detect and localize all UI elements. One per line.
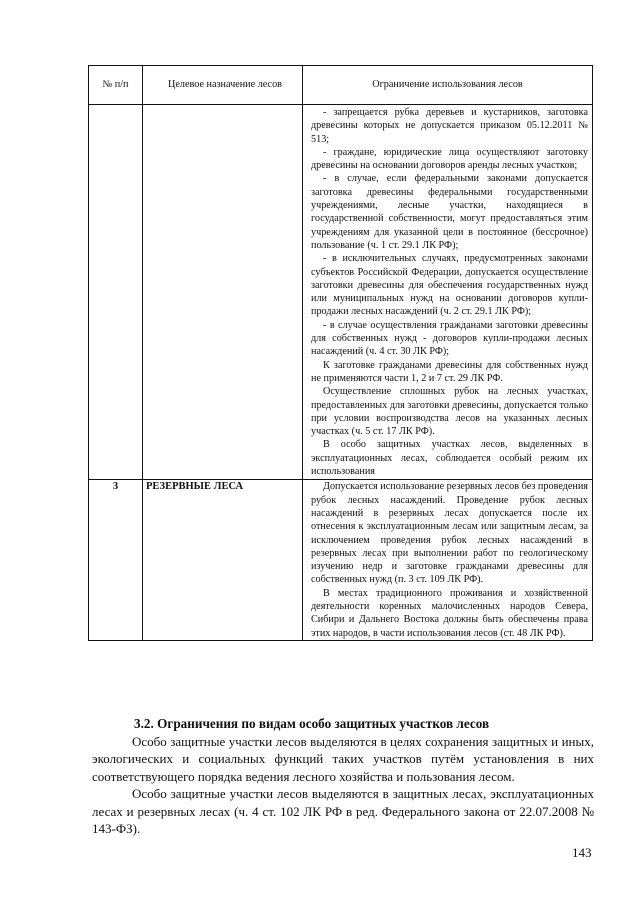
limitation-paragraph: - в исключительных случаях, предусмотренных законами субъектов Российской Федерации, допускается осуществление заготовки древесины для обеспечения государственных нужд или муниципальных нужд на основании договоров купли-продажи лесных насаждений (ч. 2 ст. 29.1 ЛК РФ); [311,253,588,318]
cell-limitations [303,480,593,641]
limitation-paragraph: - в случае, если федеральными законами допускается заготовка древесины федеральными государственными учреждениями, лесные участки, находящиеся в государственной собственности, могут предоставляться этим учреждениям для указанной цели в постоянное (бессрочное) пользование (ч. 1 ст. 29.1 ЛК РФ); [311,173,588,251]
cell-purpose-empty [143,105,303,480]
limitation-paragraph: Допускается использование резервных лесов без проведения рубок лесных насаждений. Проведение рубок лесных насаждений в резервных лесах допускается после их отнесения к эксплуатационным лесам или защитным лесам, за исключением проведения рубок лесных насаждений в резервных лесах при выполнении работ по геологическому изучению недр и заготовке гражданами древесины для собственных нужд (п. 3 ст. 109 ЛК РФ). [311,481,588,586]
cell-number-empty [89,105,143,480]
header-number: № п/п [89,66,143,105]
header-limitation: Ограничение использования лесов [303,66,593,105]
section-heading: 3.2. Ограничения по видам особо защитных участков лесов [134,716,490,731]
limitation-paragraph: Осуществление сплошных рубок на лесных участках, предоставленных для заготовки древесины, допускается только при условии воспроизводства лесов на указанных лесных участках (ч. 5 ст. 17 ЛК РФ). [311,386,588,438]
row-number: 3 [89,480,143,641]
header-purpose: Целевое назначение лесов [143,66,303,105]
section-paragraph: Особо защитные участки лесов выделяются в защитных лесах, эксплуатационных лесах и резервных лесах (ч. 4 ст. 102 ЛК РФ в ред. Федерального закона от 22.07.2008 № 143-ФЗ). [92,786,594,837]
limitation-paragraph: К заготовке гражданами древесины для собственных нужд не применяются части 1, 2 и 7 ст. 29 ЛК РФ. [311,359,588,384]
limitation-paragraph: - запрещается рубка деревьев и кустарников, заготовка древесины которых не допускается приказом 05.12.2011 № 513; [311,107,588,145]
section-paragraph: Особо защитные участки лесов выделяются в целях сохранения защитных и иных, экологических и социальных функций таких участков путём установления в них соответствующего порядка ведения лесного хозяйства и пользования лесом. [92,734,594,784]
limitation-paragraph: - в случае осуществления гражданами заготовки древесины для собственных нужд - договоров купли-продажи лесных насаждений (ч. 4 ст. 30 ЛК РФ); [311,319,588,358]
cell-limitations [303,105,593,480]
limitation-paragraph: В особо защитных участках лесов, выделенных в эксплуатационных лесах, соблюдается особый режим их использования [311,439,588,478]
page-number: 143 [572,845,592,860]
section-3-2 [92,714,594,837]
limitation-paragraph: В местах традиционного проживания и хозяйственной деятельности коренных малочисленных народов Севера, Сибири и Дальнего Востока должны быть обеспечены права этих народов, в части использования лесов (ст. 48 ЛК РФ). [311,587,588,639]
forest-use-table [88,65,593,641]
table-header-row [89,66,593,105]
row-purpose: РЕЗЕРВНЫЕ ЛЕСА [143,480,303,641]
limitation-paragraph: - граждане, юридические лица осуществляют заготовку древесины на основании договоров аренды лесных участков; [311,146,588,172]
table-row-reserve-forests [89,480,593,641]
table-row [89,105,593,480]
